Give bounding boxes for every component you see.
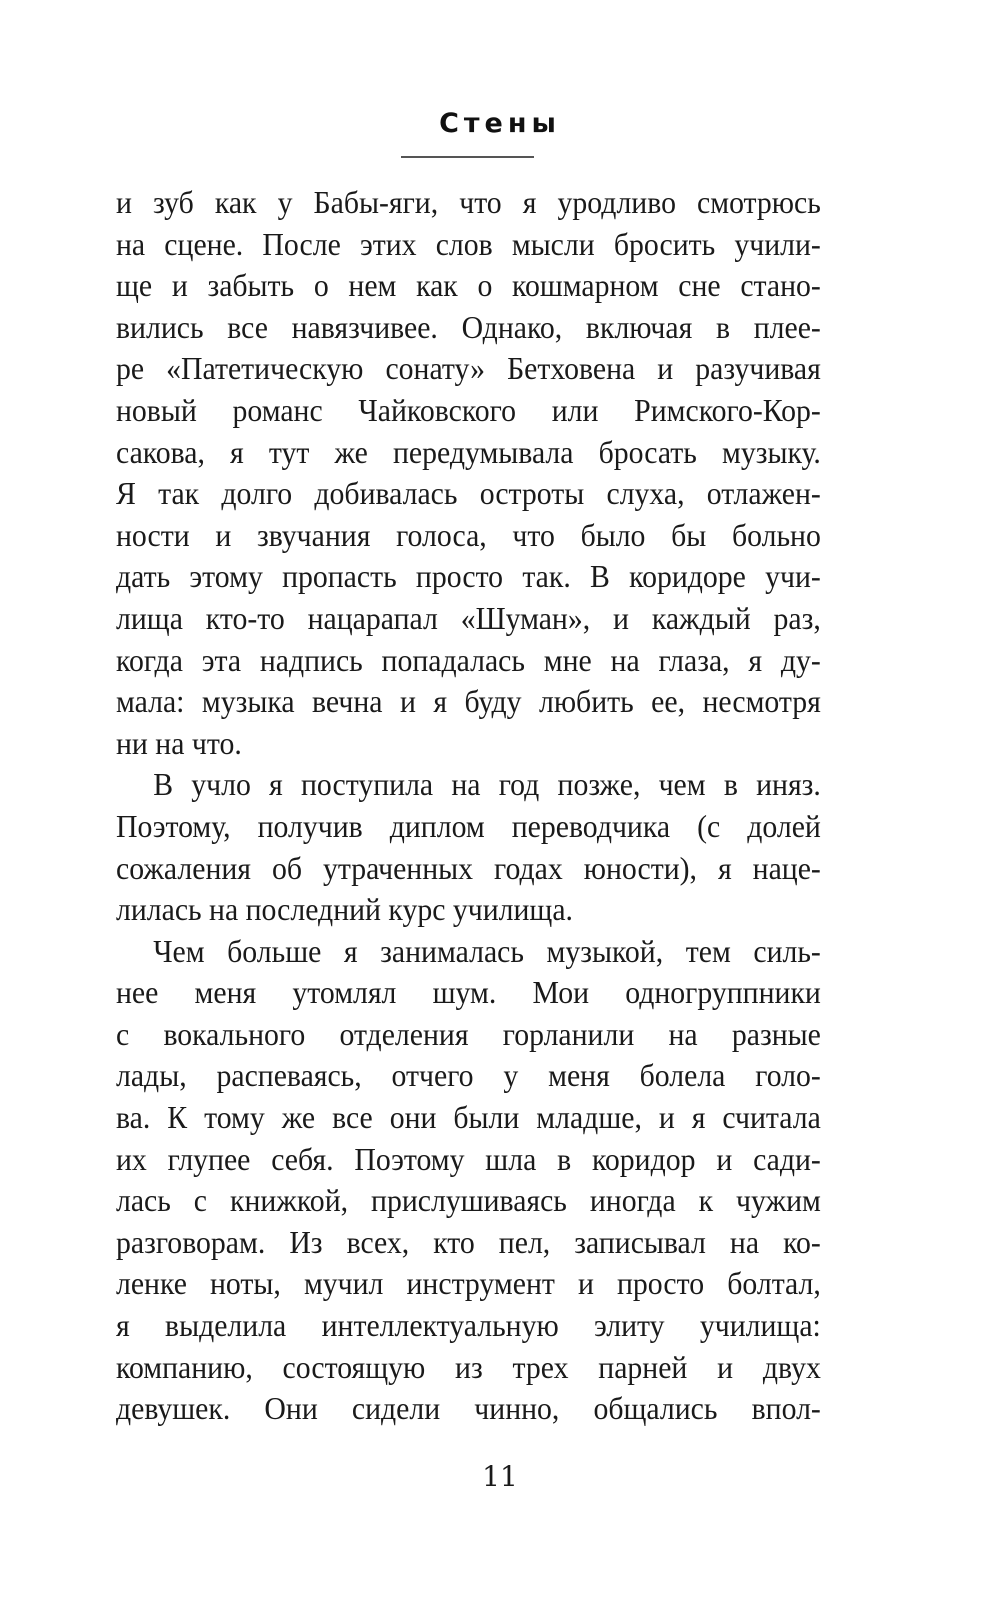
text-line: лады, распеваясь, отчего у меня болела голо-: [116, 1057, 821, 1094]
running-head-rule: [401, 156, 534, 158]
text-line: сожаления об утраченных годах юности), я наце-: [116, 849, 821, 886]
paragraph: [116, 931, 821, 1430]
text-line: ленке ноты, мучил инструмент и просто болтал,: [116, 1265, 821, 1302]
text-line: ще и забыть о нем как о кошмарном сне стано-: [116, 267, 821, 304]
text-line: дать этому пропасть просто так. В коридоре учи-: [116, 558, 821, 595]
text-line: лась с книжкой, прислушиваясь иногда к чужим: [116, 1182, 821, 1219]
text-line: компанию, состоящую из трех парней и двух: [116, 1348, 821, 1385]
text-line: с вокального отделения горланили на разные: [116, 1015, 821, 1052]
text-line: новый романс Чайковского или Римского-Кор-: [116, 391, 821, 428]
paragraph: [116, 764, 821, 930]
text-line: девушек. Они сидели чинно, общались впол-: [116, 1390, 821, 1427]
text-line: и зуб как у Бабы-яги, что я уродливо смотрюсь: [116, 184, 821, 220]
text-line: ва. К тому же все они были младше, и я считала: [116, 1099, 821, 1136]
text-line: лища кто-то нацарапал «Шуман», и каждый раз,: [116, 599, 821, 636]
body-text: [116, 182, 821, 1430]
text-line: сакова, я тут же передумывала бросать музыку.: [116, 433, 821, 470]
paragraph: [116, 182, 821, 764]
text-line: В учло я поступила на год позже, чем в иняз.: [153, 766, 821, 803]
text-line: когда эта надпись попадалась мне на глаза, я ду-: [116, 641, 821, 678]
text-line: вились все навязчивее. Однако, включая в плее-: [116, 308, 821, 345]
text-line: ни на что.: [116, 724, 242, 761]
text-line: Чем больше я занималась музыкой, тем силь-: [153, 932, 821, 969]
text-line: я выделила интеллектуальную элиту училища:: [116, 1307, 821, 1344]
text-line: разговорам. Из всех, кто пел, записывал на ко-: [116, 1223, 821, 1260]
text-line: ности и звучания голоса, что было бы больно: [116, 516, 821, 553]
text-line: их глупее себя. Поэтому шла в коридор и сади-: [116, 1140, 821, 1177]
running-head: Стены: [439, 108, 561, 139]
text-line: нее меня утомлял шум. Мои одногруппники: [116, 974, 821, 1011]
text-line: Я так долго добивалась остроты слуха, отлажен-: [116, 475, 821, 512]
text-line: Поэтому, получив диплом переводчика (с долей: [116, 807, 821, 844]
text-line: на сцене. После этих слов мысли бросить учили-: [116, 225, 821, 262]
page-number: 11: [482, 1460, 518, 1493]
text-line: мала: музыка вечна и я буду любить ее, несмотря: [116, 683, 821, 720]
text-line: лилась на последний курс училища.: [116, 891, 573, 928]
text-line: ре «Патетическую сонату» Бетховена и разучивая: [116, 350, 821, 387]
